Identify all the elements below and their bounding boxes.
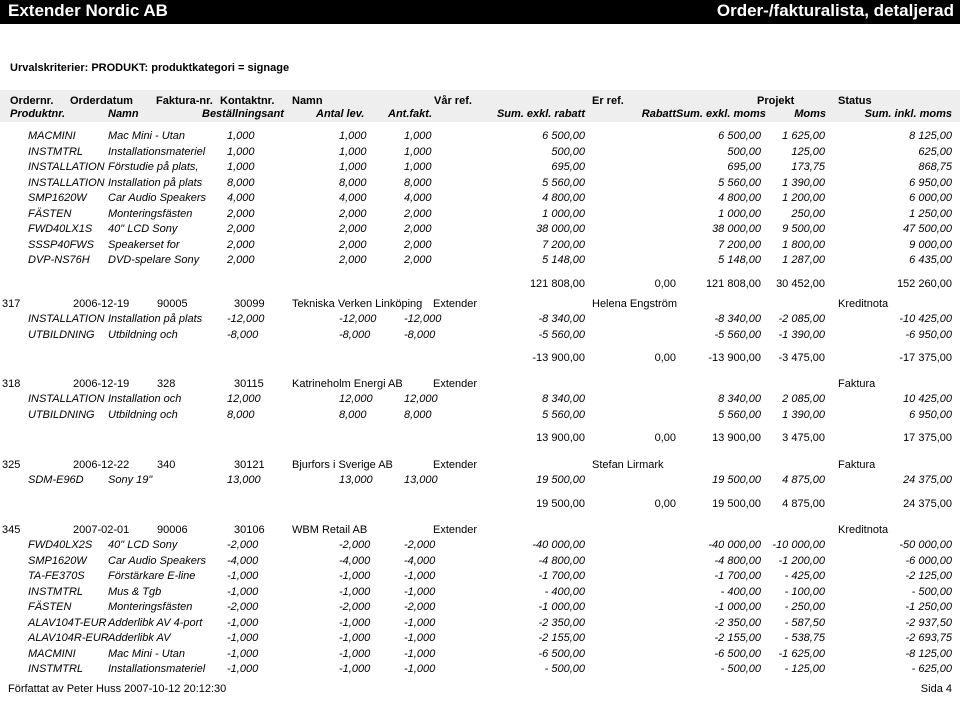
line-delivered-qty: -2,000 [339, 601, 371, 613]
line-ordered-qty: 4,000 [227, 192, 255, 204]
order-nr: 318 [2, 378, 21, 390]
footer-page-number: Sida 4 [920, 683, 952, 695]
line-vat: -1 625,00 [778, 648, 825, 660]
line-sum-excl-discount: 38 000,00 [536, 223, 585, 235]
line-delivered-qty: 1,000 [339, 146, 367, 158]
total-sum-excl-discount: -13 900,00 [532, 352, 585, 364]
line-sum-excl-vat: 5 560,00 [718, 409, 761, 421]
line-delivered-qty: 4,000 [339, 192, 367, 204]
line-ordered-qty: 2,000 [227, 239, 255, 251]
line-ordered-qty: 2,000 [227, 223, 255, 235]
line-sum-excl-vat: -1 700,00 [714, 570, 761, 582]
line-sum-excl-discount: -8 340,00 [538, 313, 585, 325]
line-vat: - 100,00 [784, 586, 825, 598]
total-vat: 3 475,00 [782, 432, 825, 444]
total-discount: 0,00 [654, 432, 676, 444]
line-sum-excl-vat: -1 000,00 [714, 601, 761, 613]
line-product-name: Adderlibk AV 4-port [108, 617, 203, 629]
line-invoiced-qty: -12,000 [404, 313, 442, 325]
line-ordered-qty: 13,000 [227, 474, 261, 486]
total-sum-incl-vat: -17 375,00 [899, 352, 952, 364]
line-product-name: Installation på plats [108, 313, 203, 325]
total-discount: 0,00 [654, 278, 676, 290]
line-product-nr: SSSP40FWS [28, 239, 95, 251]
total-sum-incl-vat: 152 260,00 [896, 278, 952, 290]
line-sum-excl-discount: 500,00 [551, 146, 585, 158]
line-invoiced-qty: -1,000 [404, 570, 436, 582]
line-vat: -1 200,00 [778, 555, 825, 567]
line-sum-excl-discount: 5 148,00 [542, 254, 585, 266]
line-sum-excl-vat: 7 200,00 [718, 239, 761, 251]
order-status: Faktura [838, 459, 876, 471]
line-product-nr: FÄSTEN [28, 601, 72, 613]
order-status: Kreditnota [838, 524, 889, 536]
line-delivered-qty: -1,000 [339, 586, 371, 598]
order-invoice-nr: 90006 [157, 524, 188, 536]
order-our-ref: Extender [433, 378, 478, 390]
line-sum-excl-vat: -2 155,00 [714, 632, 761, 644]
line-ordered-qty: -1,000 [227, 586, 259, 598]
line-invoiced-qty: -1,000 [404, 632, 436, 644]
line-vat: - 425,00 [784, 570, 825, 582]
order-our-ref: Extender [433, 459, 478, 471]
line-sum-excl-discount: -4 800,00 [538, 555, 585, 567]
line-sum-incl-vat: 868,75 [918, 161, 952, 173]
line-sum-excl-vat: 19 500,00 [712, 474, 761, 486]
line-product-name: Förstudie på plats, [108, 161, 199, 173]
line-product-name: 40" LCD Sony [108, 539, 178, 551]
line-sum-excl-discount: 4 800,00 [542, 192, 585, 204]
line-delivered-qty: 12,000 [339, 393, 373, 405]
line-product-nr: INSTMTRL [28, 146, 83, 158]
line-sum-incl-vat: -8 125,00 [905, 648, 952, 660]
line-delivered-qty: 2,000 [339, 223, 367, 235]
order-contact-nr: 30106 [234, 524, 265, 536]
col-product-nr: Produktnr. [10, 108, 66, 120]
line-invoiced-qty: -1,000 [404, 586, 436, 598]
footer-author: Författat av Peter Huss 2007-10-12 20:12:30 [8, 683, 227, 695]
line-sum-excl-vat: - 400,00 [720, 586, 761, 598]
line-sum-excl-discount: 5 560,00 [542, 177, 585, 189]
total-discount: 0,00 [654, 498, 676, 510]
line-sum-incl-vat: 6 435,00 [909, 254, 952, 266]
order-nr: 345 [2, 524, 21, 536]
line-ordered-qty: 8,000 [227, 177, 255, 189]
order-our-ref: Extender [433, 298, 478, 310]
line-product-name: Speakerset for [108, 239, 180, 251]
line-sum-excl-discount: -2 155,00 [538, 632, 585, 644]
line-ordered-qty: -1,000 [227, 648, 259, 660]
total-sum-excl-discount: 13 900,00 [536, 432, 585, 444]
line-sum-excl-vat: 5 148,00 [718, 254, 761, 266]
line-sum-excl-discount: 6 500,00 [542, 130, 585, 142]
column-header-band [0, 90, 960, 122]
order-nr: 325 [2, 459, 21, 471]
line-product-name: 40" LCD Sony [108, 223, 178, 235]
line-ordered-qty: 12,000 [227, 393, 261, 405]
line-delivered-qty: -1,000 [339, 648, 371, 660]
line-sum-excl-vat: 5 560,00 [718, 177, 761, 189]
line-sum-excl-discount: 5 560,00 [542, 409, 585, 421]
line-delivered-qty: 2,000 [339, 239, 367, 251]
line-product-name: Mac Mini - Utan [108, 130, 186, 142]
line-invoiced-qty: -1,000 [404, 648, 436, 660]
order-customer-name: WBM Retail AB [292, 524, 368, 536]
line-vat: 1 390,00 [782, 177, 825, 189]
order-customer-name: Tekniska Verken Linköping [292, 298, 423, 310]
line-product-nr: UTBILDNING [28, 409, 95, 421]
line-product-nr: INSTMTRL [28, 586, 83, 598]
total-discount: 0,00 [654, 352, 676, 364]
line-sum-excl-discount: 1 000,00 [542, 208, 585, 220]
line-delivered-qty: -4,000 [339, 555, 371, 567]
total-sum-excl-discount: 19 500,00 [536, 498, 585, 510]
line-ordered-qty: 1,000 [227, 146, 255, 158]
line-invoiced-qty: -4,000 [404, 555, 436, 567]
line-sum-excl-vat: 500,00 [727, 146, 761, 158]
report-title: Order-/fakturalista, detaljerad [716, 1, 954, 20]
criteria-label: Urvalskriterier: [10, 62, 89, 74]
line-product-nr: TA-FE370S [28, 570, 85, 582]
order-date: 2006-12-19 [73, 298, 130, 310]
line-sum-excl-discount: -2 350,00 [538, 617, 585, 629]
line-delivered-qty: 2,000 [339, 254, 367, 266]
line-sum-excl-discount: 695,00 [551, 161, 585, 173]
col-sum-incl-vat: Sum. inkl. moms [864, 108, 952, 120]
line-vat: 250,00 [791, 208, 825, 220]
line-vat: - 587,50 [784, 617, 825, 629]
col-order-date: Orderdatum [70, 95, 133, 107]
line-sum-excl-discount: 7 200,00 [542, 239, 585, 251]
line-sum-excl-discount: 8 340,00 [542, 393, 585, 405]
line-product-nr: DVP-NS76H [28, 254, 90, 266]
line-sum-excl-vat: -8 340,00 [714, 313, 761, 325]
order-status: Faktura [838, 378, 876, 390]
line-invoiced-qty: 8,000 [404, 177, 432, 189]
line-sum-excl-discount: -40 000,00 [532, 539, 585, 551]
line-invoiced-qty: 2,000 [404, 254, 432, 266]
line-sum-incl-vat: 8 125,00 [909, 130, 952, 142]
total-sum-incl-vat: 17 375,00 [903, 432, 952, 444]
line-invoiced-qty: 1,000 [404, 161, 432, 173]
line-product-nr: INSTALLATION [28, 313, 105, 325]
col-order-nr: Ordernr. [10, 95, 54, 107]
line-vat: -10 000,00 [772, 539, 825, 551]
col-vat: Moms [794, 108, 826, 120]
col-ordered-qty: Beställningsant [202, 108, 284, 120]
total-sum-excl-vat: 19 500,00 [712, 498, 761, 510]
line-ordered-qty: -8,000 [227, 329, 259, 341]
total-sum-excl-vat: -13 900,00 [708, 352, 761, 364]
line-invoiced-qty: -1,000 [404, 663, 436, 675]
line-product-name: Mac Mini - Utan [108, 648, 186, 660]
line-invoiced-qty: 2,000 [404, 208, 432, 220]
line-sum-incl-vat: 47 500,00 [903, 223, 952, 235]
line-invoiced-qty: 8,000 [404, 409, 432, 421]
line-product-nr: FWD40LX2S [28, 539, 93, 551]
line-product-nr: SMP1620W [28, 192, 87, 204]
line-ordered-qty: -1,000 [227, 663, 259, 675]
order-our-ref: Extender [433, 524, 478, 536]
line-vat: 125,00 [791, 146, 825, 158]
line-sum-excl-vat: 695,00 [727, 161, 761, 173]
line-sum-incl-vat: 24 375,00 [903, 474, 952, 486]
line-invoiced-qty: -2,000 [404, 601, 436, 613]
line-sum-incl-vat: -50 000,00 [899, 539, 952, 551]
total-sum-excl-discount: 121 808,00 [529, 278, 585, 290]
line-product-name: Utbildning och [108, 329, 178, 341]
line-product-nr: SMP1620W [28, 555, 87, 567]
line-product-name: Adderlibk AV [108, 632, 171, 644]
order-contact-nr: 30115 [234, 378, 264, 390]
line-invoiced-qty: 2,000 [404, 239, 432, 251]
line-delivered-qty: 1,000 [339, 130, 367, 142]
order-invoice-nr: 328 [157, 378, 176, 390]
line-sum-incl-vat: -6 000,00 [905, 555, 952, 567]
line-ordered-qty: 1,000 [227, 130, 255, 142]
line-sum-incl-vat: 6 000,00 [909, 192, 952, 204]
line-sum-incl-vat: -1 250,00 [905, 601, 952, 613]
line-ordered-qty: -4,000 [227, 555, 259, 567]
line-ordered-qty: -12,000 [227, 313, 265, 325]
line-product-name: Installation på plats [108, 177, 203, 189]
line-delivered-qty: 8,000 [339, 409, 367, 421]
line-vat: 2 085,00 [782, 393, 825, 405]
col-delivered-qty: Antal lev. [316, 108, 365, 120]
line-vat: - 538,75 [784, 632, 825, 644]
line-product-name: Car Audio Speakers [108, 555, 207, 567]
line-vat: -1 390,00 [778, 329, 825, 341]
line-product-name: Monteringsfästen [108, 208, 193, 220]
company-name: Extender Nordic AB [8, 1, 168, 20]
order-customer-name: Katrineholm Energi AB [292, 378, 403, 390]
order-date: 2006-12-22 [73, 459, 130, 471]
line-sum-incl-vat: 9 000,00 [909, 239, 952, 251]
line-delivered-qty: -1,000 [339, 617, 371, 629]
line-sum-excl-vat: -5 560,00 [714, 329, 761, 341]
line-ordered-qty: 2,000 [227, 208, 255, 220]
line-product-nr: FÄSTEN [28, 208, 72, 220]
line-vat: - 250,00 [784, 601, 825, 613]
col-product-name: Namn [108, 108, 139, 120]
col-sum-excl-discount: Sum. exkl. rabatt [496, 108, 585, 120]
line-invoiced-qty: 1,000 [404, 146, 432, 158]
line-delivered-qty: -12,000 [339, 313, 377, 325]
order-contact-nr: 30099 [234, 298, 265, 310]
line-sum-excl-discount: -5 560,00 [538, 329, 585, 341]
line-sum-excl-vat: -6 500,00 [714, 648, 761, 660]
line-sum-incl-vat: 1 250,00 [909, 208, 952, 220]
line-product-nr: INSTALLATION [28, 177, 105, 189]
col-status: Status [838, 95, 872, 107]
line-delivered-qty: -1,000 [339, 570, 371, 582]
line-sum-excl-vat: 38 000,00 [712, 223, 761, 235]
col-invoiced-qty: Ant.fakt. [388, 108, 432, 120]
order-contact-nr: 30121 [234, 459, 265, 471]
line-product-nr: FWD40LX1S [28, 223, 93, 235]
line-delivered-qty: -1,000 [339, 632, 371, 644]
line-product-name: Car Audio Speakers [108, 192, 207, 204]
line-vat: 1 800,00 [782, 239, 825, 251]
line-vat: 1 625,00 [782, 130, 825, 142]
order-customer-name: Bjurfors i Sverige AB [292, 459, 393, 471]
line-product-nr: MACMINI [28, 648, 76, 660]
line-vat: - 125,00 [784, 663, 825, 675]
order-your-ref: Helena Engström [592, 298, 677, 310]
line-product-name: Installationsmateriel [108, 663, 206, 675]
report-header-bar [0, 0, 960, 24]
line-sum-excl-vat: 1 000,00 [718, 208, 761, 220]
line-product-nr: INSTMTRL [28, 663, 83, 675]
line-sum-incl-vat: 625,00 [918, 146, 952, 158]
col-invoice-nr: Faktura-nr. [156, 95, 213, 107]
line-ordered-qty: 1,000 [227, 161, 255, 173]
line-delivered-qty: 13,000 [339, 474, 373, 486]
line-sum-incl-vat: -6 950,00 [905, 329, 952, 341]
line-vat: 4 875,00 [782, 474, 825, 486]
col-contact-nr: Kontaktnr. [220, 95, 275, 107]
criteria-value: PRODUKT: produktkategori = signage [91, 62, 290, 74]
line-ordered-qty: -1,000 [227, 632, 259, 644]
order-invoice-nr: 90005 [157, 298, 188, 310]
total-sum-excl-vat: 13 900,00 [712, 432, 761, 444]
line-sum-excl-discount: -1 700,00 [538, 570, 585, 582]
line-invoiced-qty: 4,000 [404, 192, 432, 204]
line-delivered-qty: -2,000 [339, 539, 371, 551]
line-product-name: DVD-spelare Sony [108, 254, 200, 266]
line-invoiced-qty: -1,000 [404, 617, 436, 629]
line-vat: 1 200,00 [782, 192, 825, 204]
line-sum-incl-vat: 10 425,00 [903, 393, 952, 405]
line-sum-incl-vat: -2 937,50 [905, 617, 952, 629]
total-sum-incl-vat: 24 375,00 [903, 498, 952, 510]
line-delivered-qty: 1,000 [339, 161, 367, 173]
line-product-name: Mus & Tgb [108, 586, 162, 598]
line-product-name: Utbildning och [108, 409, 178, 421]
line-sum-excl-vat: - 500,00 [720, 663, 761, 675]
line-sum-excl-discount: -6 500,00 [538, 648, 585, 660]
col-project: Projekt [757, 95, 795, 107]
col-sum-excl-vat: Sum. exkl. moms [676, 108, 766, 120]
line-sum-incl-vat: -2 125,00 [905, 570, 952, 582]
line-product-nr: UTBILDNING [28, 329, 95, 341]
line-product-nr: SDM-E96D [28, 474, 84, 486]
line-sum-incl-vat: - 500,00 [911, 586, 952, 598]
line-ordered-qty: 2,000 [227, 254, 255, 266]
col-your-ref: Er ref. [592, 95, 624, 107]
line-delivered-qty: 8,000 [339, 177, 367, 189]
line-product-nr: ALAV104R-EUR [28, 632, 109, 644]
line-sum-incl-vat: 6 950,00 [909, 409, 952, 421]
line-invoiced-qty: 13,000 [404, 474, 438, 486]
line-sum-excl-vat: -4 800,00 [714, 555, 761, 567]
line-sum-excl-discount: -1 000,00 [538, 601, 585, 613]
col-our-ref: Vår ref. [434, 95, 472, 107]
line-vat: 1 390,00 [782, 409, 825, 421]
line-product-name: Installation och [108, 393, 182, 405]
line-sum-excl-vat: -2 350,00 [714, 617, 761, 629]
col-customer-name: Namn [292, 95, 323, 107]
line-ordered-qty: 8,000 [227, 409, 255, 421]
total-sum-excl-vat: 121 808,00 [705, 278, 761, 290]
line-product-nr: ALAV104T-EUR [28, 617, 107, 629]
line-product-name: Installationsmateriel [108, 146, 206, 158]
line-sum-incl-vat: 6 950,00 [909, 177, 952, 189]
line-sum-incl-vat: - 625,00 [911, 663, 952, 675]
line-sum-excl-vat: 6 500,00 [718, 130, 761, 142]
line-vat: 9 500,00 [782, 223, 825, 235]
line-ordered-qty: -2,000 [227, 601, 259, 613]
order-date: 2006-12-19 [73, 378, 130, 390]
total-vat: 30 452,00 [776, 278, 825, 290]
line-product-name: Förstärkare E-line [108, 570, 196, 582]
order-status: Kreditnota [838, 298, 889, 310]
line-product-nr: MACMINI [28, 130, 76, 142]
line-vat: 1 287,00 [782, 254, 825, 266]
line-ordered-qty: -1,000 [227, 570, 259, 582]
line-invoiced-qty: 2,000 [404, 223, 432, 235]
line-sum-excl-discount: - 500,00 [544, 663, 585, 675]
line-invoiced-qty: -8,000 [404, 329, 436, 341]
total-vat: 4 875,00 [782, 498, 825, 510]
order-invoice-nr: 340 [157, 459, 176, 471]
line-vat: -2 085,00 [778, 313, 825, 325]
line-product-nr: INSTALLATION [28, 161, 105, 173]
line-sum-excl-vat: 4 800,00 [718, 192, 761, 204]
line-sum-excl-vat: 8 340,00 [718, 393, 761, 405]
line-product-name: Monteringsfästen [108, 601, 193, 613]
line-invoiced-qty: 12,000 [404, 393, 438, 405]
line-sum-incl-vat: -10 425,00 [899, 313, 952, 325]
line-delivered-qty: -8,000 [339, 329, 371, 341]
line-ordered-qty: -2,000 [227, 539, 259, 551]
line-invoiced-qty: 1,000 [404, 130, 432, 142]
line-product-nr: INSTALLATION [28, 393, 105, 405]
line-ordered-qty: -1,000 [227, 617, 259, 629]
line-sum-excl-discount: - 400,00 [544, 586, 585, 598]
line-invoiced-qty: -2,000 [404, 539, 436, 551]
line-delivered-qty: -1,000 [339, 663, 371, 675]
selection-criteria [10, 62, 289, 75]
col-discount: Rabatt [641, 108, 676, 120]
line-product-name: Sony 19" [108, 474, 153, 486]
line-vat: 173,75 [791, 161, 825, 173]
line-sum-incl-vat: -2 693,75 [905, 632, 952, 644]
order-your-ref: Stefan Lirmark [592, 459, 664, 471]
line-sum-excl-discount: 19 500,00 [536, 474, 585, 486]
line-sum-excl-vat: -40 000,00 [708, 539, 761, 551]
line-delivered-qty: 2,000 [339, 208, 367, 220]
total-vat: -3 475,00 [778, 352, 825, 364]
order-nr: 317 [2, 298, 21, 310]
order-date: 2007-02-01 [73, 524, 130, 536]
